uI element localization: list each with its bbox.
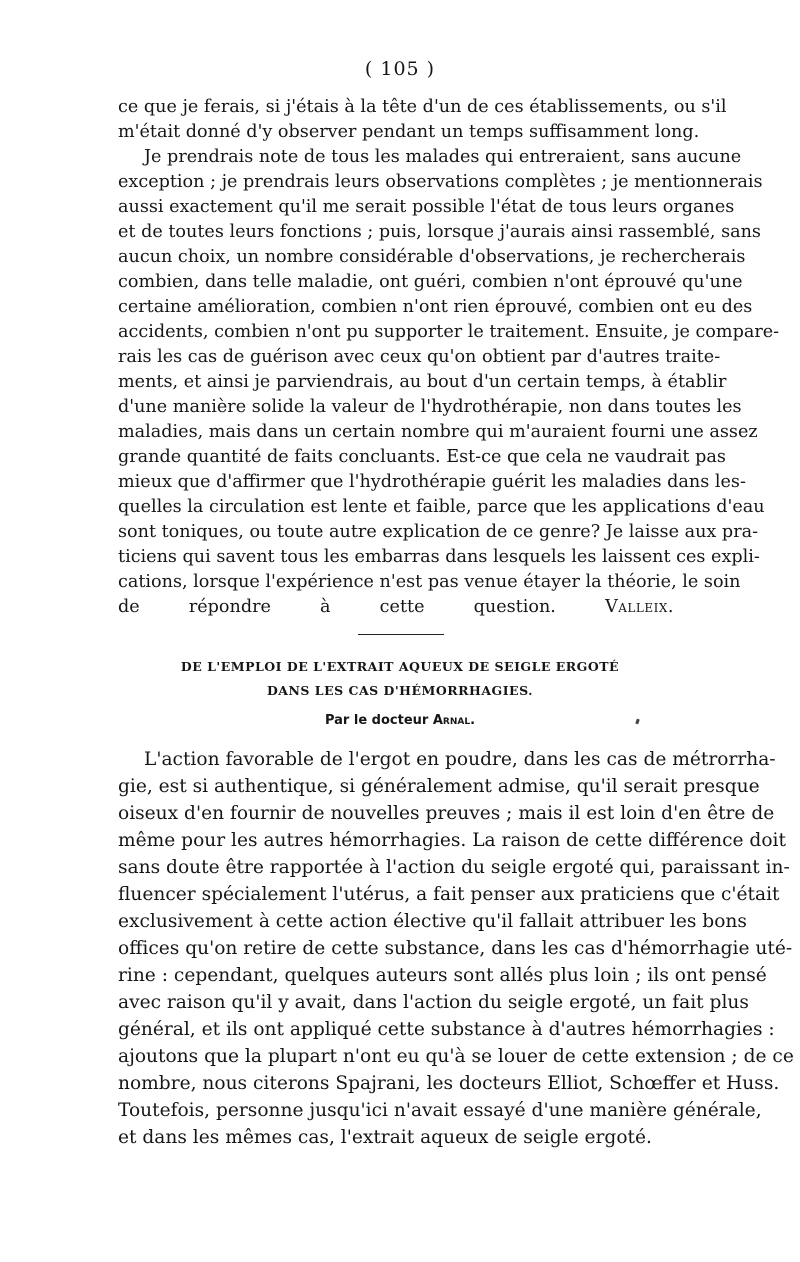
- article-line: nombre, nous citerons Spajrani, les docteurs Elliot, Schœffer et Huss.: [118, 1073, 780, 1094]
- byline-prefix: Par le docteur: [324, 713, 429, 728]
- text-line: sont toniques, ou toute autre explication de ce genre? Je laisse aux pra-: [118, 522, 759, 542]
- text-line: exception ; je prendrais leurs observations complètes ; je mentionnerais: [118, 172, 763, 192]
- text-line: grande quantité de faits concluants. Est-ce que cela ne vaudrait pas: [118, 447, 726, 467]
- author-signature: Valleix.: [605, 597, 675, 617]
- text-line: accidents, combien n'ont pu supporter le traitement. Ensuite, je compare-: [118, 322, 780, 342]
- byline-author: Arnal.: [432, 713, 476, 728]
- closing-text: de répondre à cette question.: [118, 597, 556, 617]
- article-line: ajoutons que la plupart n'ont eu qu'à se louer de cette extension ; de ce: [118, 1046, 794, 1067]
- article-line: fluencer spécialement l'utérus, a fait penser aux praticiens que c'était: [118, 884, 780, 905]
- article-line: offices qu'on retire de cette substance, dans les cas d'hémorrhagie uté-: [118, 938, 793, 959]
- article-line: général, et ils ont appliqué cette substance à d'autres hémorrhagies :: [118, 1019, 775, 1040]
- byline: [0, 713, 800, 728]
- article-title-line-1: DE L'EMPLOI DE L'EXTRAIT AQUEUX DE SEIGLE ERGOTÉ: [180, 659, 620, 674]
- text-line: aussi exactement qu'il me serait possible l'état de tous leurs organes: [118, 197, 735, 217]
- text-line: quelles la circulation est lente et faible, parce que les applications d'eau: [118, 497, 765, 517]
- article-line: même pour les autres hémorrhagies. La raison de cette différence doit: [118, 830, 786, 851]
- text-line: cations, lorsque l'expérience n'est pas venue étayer la théorie, le soin: [118, 572, 741, 592]
- text-line: ments, et ainsi je parviendrais, au bout d'un certain temps, à établir: [118, 372, 727, 392]
- article-line: exclusivement à cette action élective qu'il fallait attribuer les bons: [118, 911, 747, 932]
- text-line: combien, dans telle maladie, ont guéri, combien n'ont éprouvé qu'une: [118, 272, 743, 292]
- text-line: aucun choix, un nombre considérable d'observations, je rechercherais: [118, 247, 746, 267]
- text-line: m'était donné d'y observer pendant un temps suffisamment long.: [118, 122, 700, 142]
- text-line: mieux que d'affirmer que l'hydrothérapie guérit les maladies dans les-: [118, 472, 746, 492]
- article-line: et dans les mêmes cas, l'extrait aqueux de seigle ergoté.: [118, 1127, 652, 1148]
- section-divider: [358, 634, 444, 635]
- text-line: maladies, mais dans un certain nombre qui m'auraient fourni une assez: [118, 422, 758, 442]
- article-line: avec raison qu'il y avait, dans l'action du seigle ergoté, un fait plus: [118, 992, 749, 1013]
- text-line: rais les cas de guérison avec ceux qu'on obtient par d'autres traite-: [118, 347, 721, 367]
- article-line: L'action favorable de l'ergot en poudre, dans les cas de métrorrha-: [144, 749, 776, 770]
- text-line: ce que je ferais, si j'étais à la tête d'un de ces établissements, ou s'il: [118, 97, 727, 117]
- text-line: Je prendrais note de tous les malades qui entreraient, sans aucune: [144, 147, 742, 167]
- article-line: rine : cependant, quelques auteurs sont allés plus loin ; ils ont pensé: [118, 965, 767, 986]
- text-line: ticiens qui savent tous les embarras dans lesquels les laissent ces expli-: [118, 547, 760, 567]
- article-title-line-2: DANS LES CAS D'HÉMORRHAGIES.: [266, 683, 534, 698]
- article-line: oiseux d'en fournir de nouvelles preuves ; mais il est loin d'en être de: [118, 803, 775, 824]
- text-line: d'une manière solide la valeur de l'hydrothérapie, non dans toutes les: [118, 397, 742, 417]
- article-line: Toutefois, personne jusqu'ici n'avait essayé d'une manière générale,: [118, 1100, 762, 1121]
- text-line: et de toutes leurs fonctions ; puis, lorsque j'aurais ainsi rassemblé, sans: [118, 222, 761, 242]
- page-number: ( 105 ): [364, 58, 436, 80]
- article-line: sans doute être rapportée à l'action du seigle ergoté qui, paraissant in-: [118, 857, 790, 878]
- article-line: gie, est si authentique, si généralement admise, qu'il serait presque: [118, 776, 760, 797]
- text-line: certaine amélioration, combien n'ont rien éprouvé, combien ont eu des: [118, 297, 753, 317]
- closing-line: [118, 596, 674, 619]
